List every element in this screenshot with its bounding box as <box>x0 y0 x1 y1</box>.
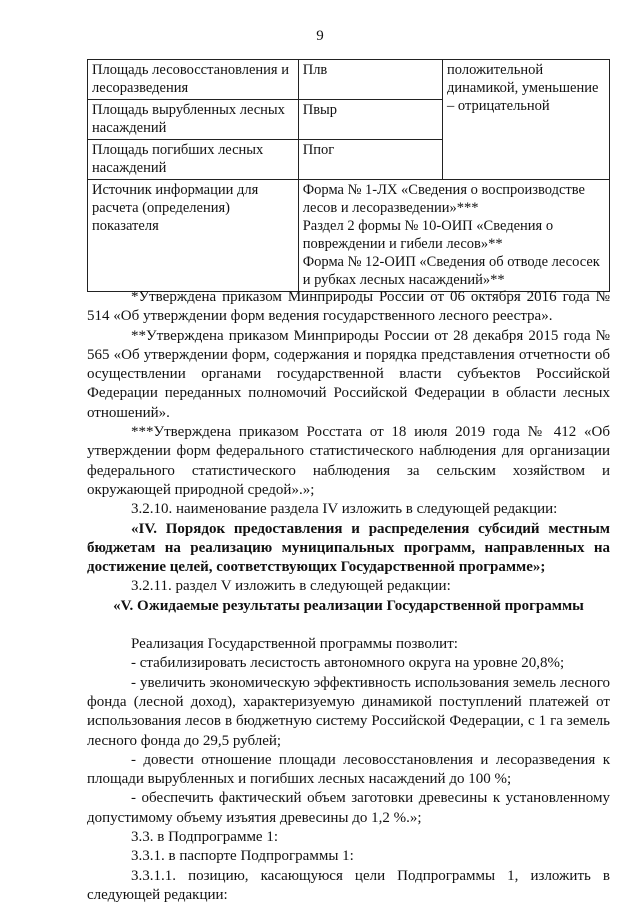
list-item: - обеспечить фактический объем заготовки древесины к установленному допустимому объему изъятия древесины до 1,2 %.»; <box>87 790 610 826</box>
paragraph-3-2-10: 3.2.10. наименование раздела IV изложить в следующей редакции: <box>131 501 558 518</box>
source-line: Форма № 1-ЛХ «Сведения о воспроизводстве лесов и лесоразведении»*** <box>302 182 585 216</box>
paragraph-3-3: 3.3. в Подпрограмме 1: <box>131 829 279 846</box>
table-cell: Площадь лесовосстановления и лесоразведения <box>88 60 299 100</box>
source-line: Форма № 12-ОИП «Сведения об отводе лесосек и рубках лесных насаждений»** <box>302 254 600 288</box>
table-cell: Площадь погибших лесных насаждений <box>88 140 299 180</box>
table-cell: Плв <box>298 60 442 100</box>
section-heading-iv: «IV. Порядок предоставления и распределения субсидий местным бюджетам на реализацию муниципальных программ, направленных на достижение целей, соответствующих Государственной программе»; <box>87 520 610 576</box>
footnote: **Утверждена приказом Минприроды России от 28 декабря 2015 года № 565 «Об утверждении форм, содержания и порядка представления отчетности об осуществлении органами государственной власти субъектов Российской Федерации переданных полномочий Российской Федерации в области лесных отношений». <box>87 327 610 421</box>
footnote: ***Утверждена приказом Росстата от 18 июля 2019 года № 412 «Об утверждении форм федерального статистического наблюдения для организации федерального статистического наблюдения за сельским хозяйством и окружающей природной средой».»; <box>87 424 610 498</box>
indicator-table <box>87 59 610 292</box>
document-body <box>87 288 610 905</box>
footnote: *Утверждена приказом Минприроды России от 06 октября 2016 года № 514 «Об утверждении форм ведения государственного лесного реестра». <box>87 289 610 325</box>
table-cell: Пвыр <box>298 100 442 140</box>
list-item: - увеличить экономическую эффективность использования земель лесного фонда (лесной доход), характеризуемую динамикой поступлений платежей от использования лесов в бюджетную систему Российской Федерации, с 1 га земель лесного фонда до 29,5 рублей; <box>87 674 610 749</box>
spacer <box>87 616 610 635</box>
table-row <box>88 60 610 100</box>
table-cell-source-label: Источник информации для расчета (определения) показателя <box>88 180 299 292</box>
table-cell: Ппог <box>298 140 442 180</box>
page-number: 9 <box>316 28 324 44</box>
section-heading-v: «V. Ожидаемые результаты реализации Государственной программы <box>113 597 584 614</box>
paragraph-3-3-1: 3.3.1. в паспорте Подпрограммы 1: <box>131 848 354 865</box>
list-item: - довести отношение площади лесовосстановления и лесоразведения к площади вырубленных и погибших лесных насаждений до 100 %; <box>87 751 610 788</box>
table-cell-note: положительной динамикой, уменьшение – отрицательной <box>443 60 610 180</box>
paragraph-intro: Реализация Государственной программы позволит: <box>131 636 458 653</box>
table-row <box>88 180 610 292</box>
list-item: - стабилизировать лесистость автономного округа на уровне 20,8%; <box>131 655 565 672</box>
source-line: Раздел 2 формы № 10-ОИП «Сведения о повреждении и гибели лесов»** <box>302 218 554 252</box>
paragraph-3-3-1-1: 3.3.1.1. позицию, касающуюся цели Подпрограммы 1, изложить в следующей редакции: <box>87 867 610 903</box>
table-cell-source <box>298 180 609 292</box>
paragraph-3-2-11: 3.2.11. раздел V изложить в следующей редакции: <box>131 578 451 595</box>
table-cell: Площадь вырубленных лесных насаждений <box>88 100 299 140</box>
